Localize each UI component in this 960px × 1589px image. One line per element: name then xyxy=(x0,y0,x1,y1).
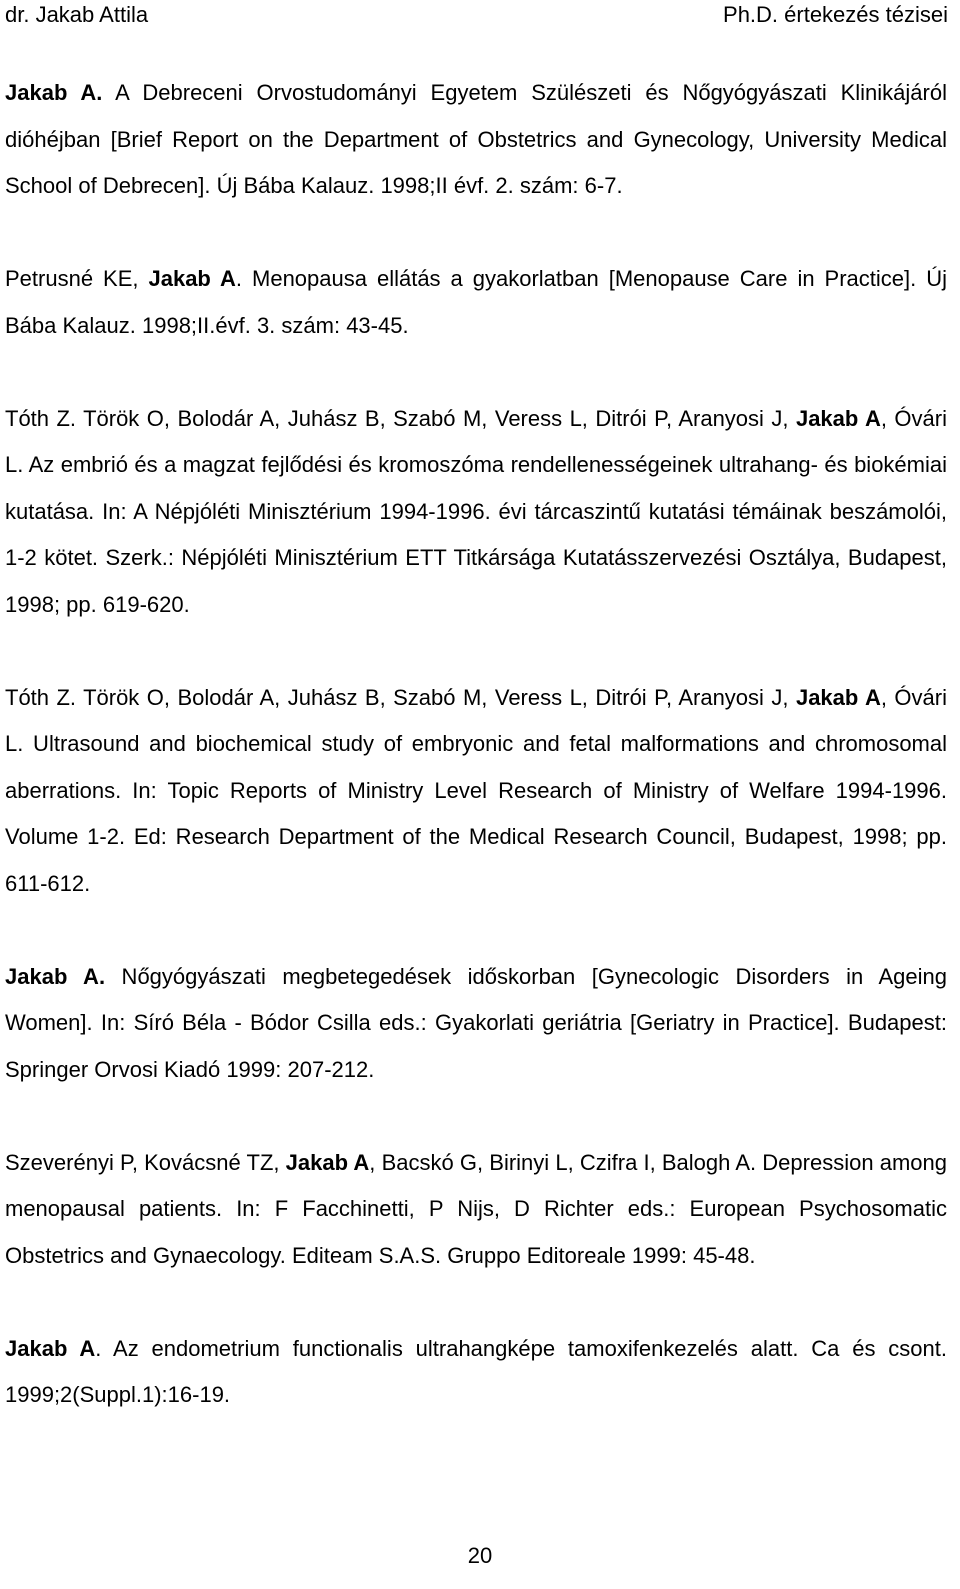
reference-item xyxy=(5,675,947,908)
reference-text: Petrusné KE, xyxy=(5,266,149,291)
reference-text: Nőgyógyászati megbetegedések időskorban [Gynecologic Disorders in Ageing Women]. In: Síró Béla - Bódor Csilla eds.: Gyakorlati geriátria [Geriatry in Practice]. Budapest: Springer Orvosi Kiadó 1999: 207-212. xyxy=(5,963,947,1082)
reference-text: , Bacskó G, Birinyi L, Czifra I, Balogh A. Depression among menopausal patients. In: F Facchinetti, P Nijs, D Richter eds.: European Psychosomatic Obstetrics and Gynaecology. Editeam S.A.S. Gruppo Editoreale 1999: 45-48. xyxy=(5,1149,947,1268)
author-highlight: Jakab A. xyxy=(5,963,106,989)
reference-text: . Az endometrium functionalis ultrahangképe tamoxifenkezelés alatt. Ca és csont. 1999;2(Suppl.1):16-19. xyxy=(5,1335,947,1407)
author-highlight: Jakab A xyxy=(795,405,881,431)
reference-item xyxy=(5,256,947,349)
reference-text: Tóth Z. Török O, Bolodár A, Juhász B, Szabó M, Veress L, Ditrói P, Aranyosi J, xyxy=(5,405,796,431)
reference-text: . Menopausa ellátás a gyakorlatban [Menopause Care in Practice]. Új Bába Kalauz. 1998;II.évf. 3. szám: 43-45. xyxy=(5,266,947,338)
reference-list xyxy=(5,70,947,1465)
reference-text: , Óvári L. Az embrió és a magzat fejlődési és kromoszóma rendellenességeinek ultrahang- és biokémiai kutatása. In: A Népjóléti Minisztérium 1994-1996. évi tárcaszintű kutatási témáinak beszámolói, 1-2 kötet. Szerk.: Népjóléti Minisztérium ETT Titkársága Kutatásszervezési Osztálya, Budapest, 1998; pp. 619-620. xyxy=(5,405,947,617)
page-number: 20 xyxy=(467,1543,493,1568)
author-highlight: Jakab A xyxy=(148,266,236,291)
reference-item xyxy=(5,70,947,210)
author-highlight: Jakab A. xyxy=(5,80,103,105)
author-highlight: Jakab A xyxy=(5,1335,96,1361)
reference-item xyxy=(5,1140,947,1280)
author-highlight: Jakab A xyxy=(285,1149,370,1175)
reference-item xyxy=(5,1326,947,1419)
author-highlight: Jakab A xyxy=(795,684,881,710)
header-document-title: Ph.D. értekezés tézisei xyxy=(723,2,948,27)
reference-text: Szeverényi P, Kovácsné TZ, xyxy=(5,1149,286,1175)
reference-text: A Debreceni Orvostudományi Egyetem Szülészeti és Nőgyógyászati Klinikájáról dióhéjban [Brief Report on the Department of Obstetrics and Gynecology, University Medical School of Debrecen]. Új Bába Kalauz. 1998;II évf. 2. szám: 6-7. xyxy=(5,80,947,198)
reference-item xyxy=(5,954,947,1094)
reference-text: Tóth Z. Török O, Bolodár A, Juhász B, Szabó M, Veress L, Ditrói P, Aranyosi J, xyxy=(5,684,796,710)
header-author: dr. Jakab Attila xyxy=(5,2,149,27)
reference-text: , Óvári L. Ultrasound and biochemical study of embryonic and fetal malformations and chromosomal aberrations. In: Topic Reports of Ministry Level Research of Ministry of Welfare 1994-1996. Volume 1-2. Ed: Research Department of the Medical Research Council, Budapest, 1998; pp. 611-612. xyxy=(5,684,947,896)
reference-item xyxy=(5,396,947,629)
